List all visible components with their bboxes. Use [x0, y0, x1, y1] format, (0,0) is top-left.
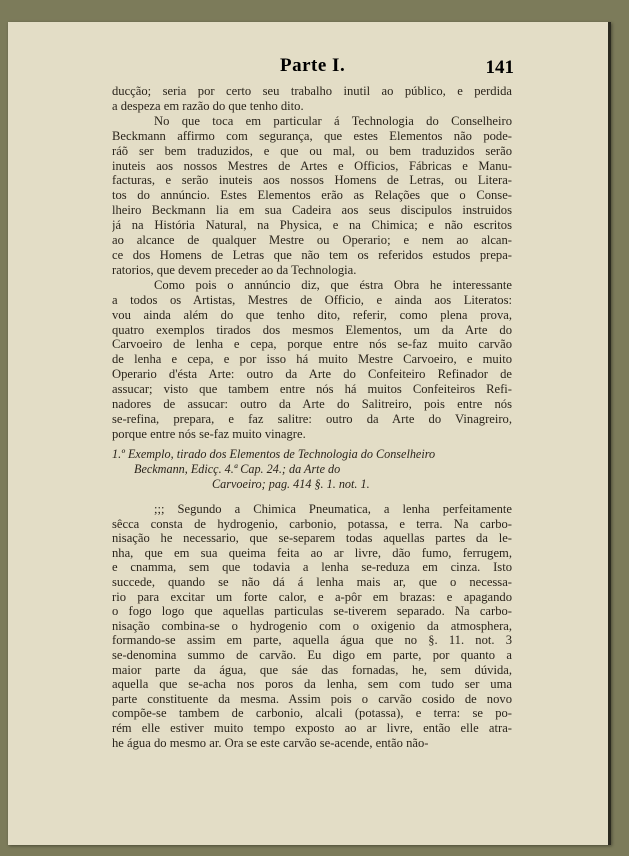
text-line: vou ainda além do que tenho dito, referir, como plena prova, — [112, 307, 512, 322]
page-header — [112, 55, 512, 83]
text-line: nadores de assucar: outro da Arte do Salitreiro, pois entre nós — [112, 397, 512, 412]
running-title: Parte I. — [280, 55, 346, 76]
text-line: ao alcance de qualquer Mestre ou Operario; e nem ao alcan- — [112, 233, 512, 248]
text-line: nisação he necessario, que se-separem todas aquellas partes da le- — [112, 531, 512, 546]
text-line: lheiro Beckmann lia em sua Cadeira aos seus discipulos instruidos — [112, 203, 512, 218]
text-line: he água do mesmo ar. Ora se este carvão se-acende, então não- — [112, 735, 429, 750]
text-line: ducção; seria por certo seu trabalho inutil ao público, e perdida — [112, 84, 512, 98]
example-heading-line: Beckmann, Edicç. 4.ª Cap. 24.; da Arte do — [134, 462, 341, 476]
text-line: facturas, e serão inuteis aos nossos Homens de Letras, ou Litera- — [112, 173, 512, 188]
body-text-upper — [112, 84, 512, 442]
text-line: a todos os Artistas, Mestres de Officio, e ainda aos Literatos: — [112, 292, 512, 307]
example-heading-line: 1.º Exemplo, tirado dos Elementos de Technologia do Conselheiro — [112, 447, 436, 461]
text-line: parte constituente da mesma. Assim pois o carvão cosido de novo — [112, 691, 512, 706]
text-line: ráõ ser bem traduzidos, e que ou mal, ou bem traduzidos serão — [112, 143, 512, 158]
text-line: compõe-se tambem de carbonio, alcali (potassa), e terra: se po- — [112, 706, 512, 721]
text-line: e cnamma, sem que todavia a lenha se-reduza em cinza. Isto — [112, 560, 512, 575]
text-line: Beckmann affirmo com segurança, que estes Elementos não pode- — [112, 128, 512, 143]
text-line: já na História Natural, na Physica, e na Chimica; e não escritos — [112, 218, 512, 233]
page-number: 141 — [485, 57, 514, 78]
example-heading — [112, 447, 512, 492]
text-line: ratorios, que devem preceder ao da Technologia. — [112, 262, 357, 277]
text-line: Carvoeiro de lenha e cepa, porque entre nós se-faz muito carvão — [112, 337, 512, 352]
text-line: Operario d'ésta Arte: outro da Arte do Confeiteiro Refinador de — [112, 367, 512, 382]
text-line: succede, quando se não dá á lenha mais ar, que o necessa- — [112, 574, 512, 589]
text-line: nha, que em sua queima feita ao ar livre, dão fumo, ferrugem, — [112, 545, 512, 560]
text-line: quatro exemplos tirados dos mesmos Elementos, um da Arte do — [112, 322, 512, 337]
text-line: inuteis aos nossos Mestres de Artes e Officios, Fábricas e Manu- — [112, 158, 512, 173]
body-text-lower — [112, 502, 512, 750]
text-line: porque entre nós se-faz muito vinagre. — [112, 426, 306, 441]
text-line: o fogo logo que aquellas particulas se-tiverem separado. Na carbo- — [112, 604, 512, 619]
text-line: nisação combina-se o hydrogenio com o oxigenio da atmosphera, — [112, 618, 512, 633]
text-line: aquella que se-acha nos poros da lenha, sem com tudo ser uma — [112, 677, 512, 692]
text-line: ;;; Segundo a Chimica Pneumatica, a lenha perfeitamente — [154, 502, 512, 516]
text-line: se-denomina summo de carvão. Eu digo em parte, por quanto a — [112, 647, 512, 662]
text-line: Como pois o annúncio diz, que éstra Obra he interessante — [154, 277, 512, 292]
text-line: assucar; visto que tambem entre nós há muitos Confeiteiros Refi- — [112, 382, 512, 397]
text-line: ce dos Homens de Letras que não tem os referidos estudos prepa- — [112, 247, 512, 262]
text-line: sêcca consta de hydrogenio, carbonio, potassa, e terra. Na carbo- — [112, 516, 512, 531]
text-line: rio para excitar um forte calor, e a-pôr em brazas: e apagando — [112, 589, 512, 604]
text-line: rém elle estiver muito tempo exposto ao ar livre, então elle atra- — [112, 720, 512, 735]
text-line: No que toca em particular á Technologia do Conselheiro — [154, 113, 512, 128]
text-line: maior parte da água, que sáe das fornadas, he, sem dúvida, — [112, 662, 512, 677]
text-line: de lenha e cepa, e por isso há muito Mestre Carvoeiro, e muito — [112, 352, 512, 367]
text-line: tos do annúncio. Estes Elementos erão as Relações que o Conse- — [112, 188, 512, 203]
text-line: se-refina, prepara, e faz salitre: outro da Arte do Vinagreiro, — [112, 411, 512, 426]
example-heading-line: Carvoeiro; pag. 414 §. 1. not. 1. — [212, 477, 370, 491]
text-line: a despeza em razão do que tenho dito. — [112, 98, 304, 113]
text-line: formando-se assim em parte, aquella água que no §. 11. not. 3 — [112, 633, 512, 648]
